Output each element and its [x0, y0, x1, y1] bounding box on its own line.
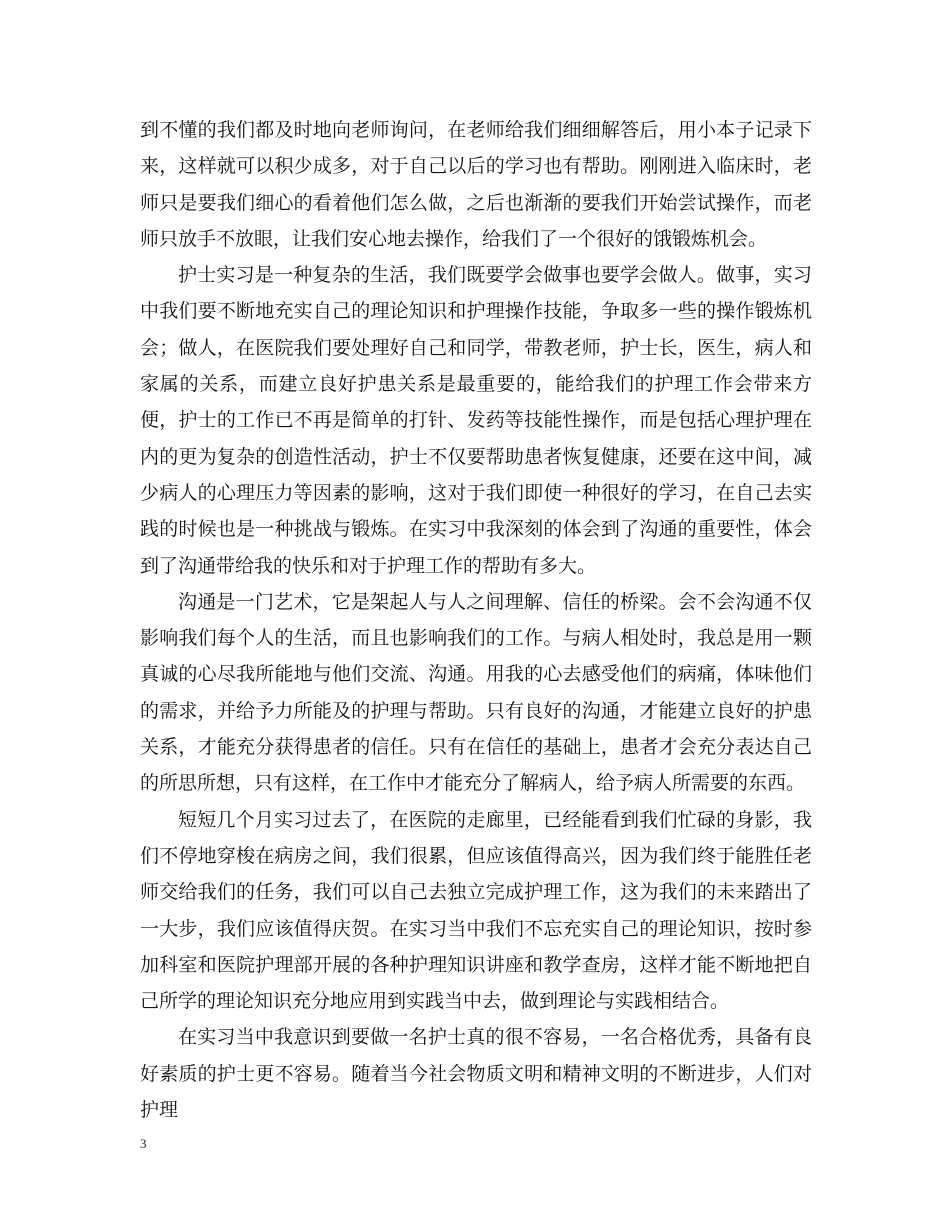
paragraph: 沟通是一门艺术，它是架起人与人之间理解、信任的桥梁。会不会沟通不仅影响我们每个人的生活，而且也影响我们的工作。与病人相处时，我总是用一颗真诚的心尽我所能地与他们交流、沟通。用我的心去感受他们的病痛，体味他们的需求，并给予力所能及的护理与帮助。只有良好的沟通，才能建立良好的护患关系，才能充分获得患者的信任。只有在信任的基础上，患者才会充分表达自己的所思所想，只有这样，在工作中才能充分了解病人，给予病人所需要的东西。	[140, 590, 812, 795]
document-body	[140, 112, 812, 1128]
page-number: 3	[140, 1136, 147, 1151]
paragraph-continued: 到不懂的我们都及时地向老师询问，在老师给我们细细解答后，用小本子记录下来，这样就可以积少成多，对于自己以后的学习也有帮助。刚刚进入临床时，老师只是要我们细心的看着他们怎么做，之后也渐渐的要我们开始尝试操作，而老师只放手不放眼，让我们安心地去操作，给我们了一个很好的饿锻炼机会。	[140, 119, 812, 250]
paragraph: 护士实习是一种复杂的生活，我们既要学会做事也要学会做人。做事，实习中我们要不断地充实自己的理论知识和护理操作技能，争取多一些的操作锻炼机会；做人，在医院我们要处理好自己和同学，带教老师，护士长，医生，病人和家属的关系，而建立良好护患关系是最重要的，能给我们的护理工作会带来方便，护士的工作已不再是简单的打针、发药等技能性操作，而是包括心理护理在内的更为复杂的创造性活动，护士不仅要帮助患者恢复健康，还要在这中间，减少病人的心理压力等因素的影响，这对于我们即使一种很好的学习，在自己去实践的时候也是一种挑战与锻炼。在实习中我深刻的体会到了沟通的重要性，体会到了沟通带给我的快乐和对于护理工作的帮助有多大。	[140, 264, 812, 577]
paragraph: 在实习当中我意识到要做一名护士真的很不容易，一名合格优秀，具备有良好素质的护士更不容易。随着当今社会物质文明和精神文明的不断进步，人们对护理	[140, 1026, 812, 1122]
paragraph: 短短几个月实习过去了，在医院的走廊里，已经能看到我们忙碌的身影，我们不停地穿梭在病房之间，我们很累，但应该值得高兴，因为我们终于能胜任老师交给我们的任务，我们可以自己去独立完成护理工作，这为我们的未来踏出了一大步，我们应该值得庆贺。在实习当中我们不忘充实自己的理论知识，按时参加科室和医院护理部开展的各种护理知识讲座和教学查房，这样才能不断地把自己所学的理论知识充分地应用到实践当中去，做到理论与实践相结合。	[140, 808, 812, 1013]
